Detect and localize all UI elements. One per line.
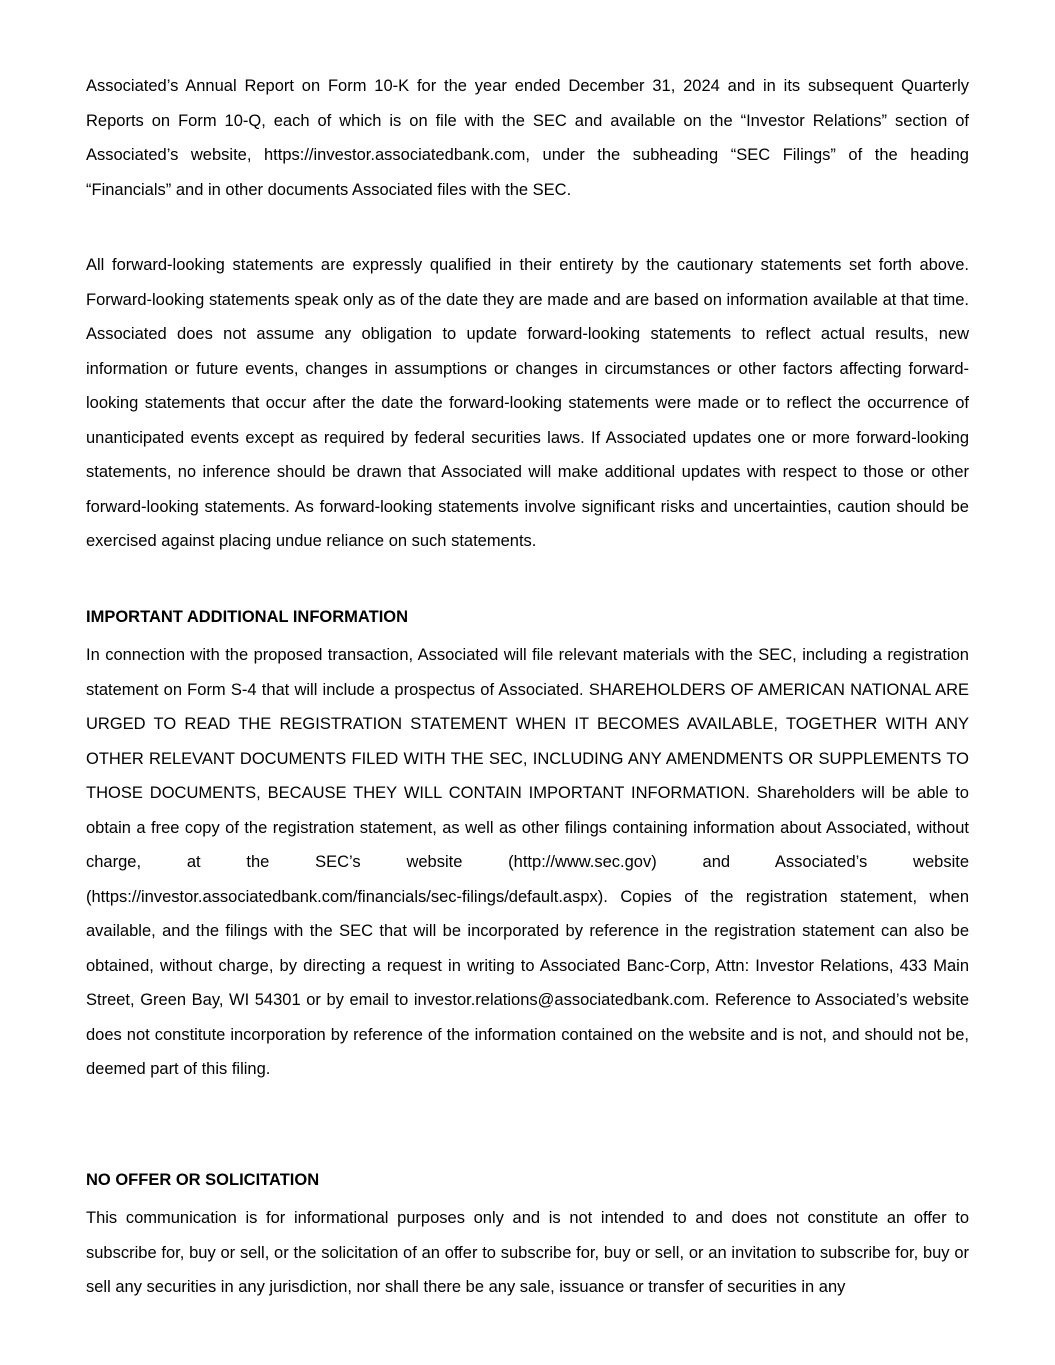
paragraph-risk-factors-tail: Associated’s Annual Report on Form 10-K for the year ended December 31, 2024 and in its subsequent Quarterly Reports on Form 10-Q, each of which is on file with the SEC and available on the “Investor Relations” section of Associated’s website, https://investor.associatedbank.com, under the subheading “SEC Filings” of the heading “Financials” and in other documents Associated files with the SEC.: [86, 77, 969, 199]
heading-important-additional-information: IMPORTANT ADDITIONAL INFORMATION: [86, 607, 409, 626]
paragraph-forward-looking-statements: All forward-looking statements are expressly qualified in their entirety by the cautionary statements set forth above. Forward-looking statements speak only as of the date they are made and are based on information available at that time. Associated does not assume any obligation to update forward-looking statements to reflect actual results, new information or future events, changes in assumptions or changes in circumstances or other factors affecting forward-looking statements that occur after the date the forward-looking statements were made or to reflect the occurrence of unanticipated events except as required by federal securities laws. If Associated updates one or more forward-looking statements, no inference should be drawn that Associated will make additional updates with respect to those or other forward-looking statements. As forward-looking statements involve significant risks and uncertainties, caution should be exercised against placing undue reliance on such statements.: [86, 256, 969, 550]
document-page: [86, 69, 969, 1305]
heading-no-offer-or-solicitation: NO OFFER OR SOLICITATION: [86, 1170, 320, 1189]
paragraph-important-additional-information: In connection with the proposed transaction, Associated will file relevant materials with the SEC, including a registration statement on Form S-4 that will include a prospectus of Associated. SHAREHOLDERS OF AMERICAN NATIONAL ARE URGED TO READ THE REGISTRATION STATEMENT WHEN IT BECOMES AVAILABLE, TOGETHER WITH ANY OTHER RELEVANT DOCUMENTS FILED WITH THE SEC, INCLUDING ANY AMENDMENTS OR SUPPLEMENTS TO THOSE DOCUMENTS, BECAUSE THEY WILL CONTAIN IMPORTANT INFORMATION. Shareholders will be able to obtain a free copy of the registration statement, as well as other filings containing information about Associated, without charge, at the SEC’s website (http://www.sec.gov) and Associated’s website (https://investor.associatedbank.com/financials/sec-filings/default.aspx). Copies of the registration statement, when available, and the filings with the SEC that will be incorporated by reference in the registration statement can also be obtained, without charge, by directing a request in writing to Associated Banc-Corp, Attn: Investor Relations, 433 Main Street, Green Bay, WI 54301 or by email to investor.relations@associatedbank.com. Reference to Associated’s website does not constitute incorporation by reference of the information contained on the website and is not, and should not be, deemed part of this filing.: [86, 646, 969, 1078]
paragraph-no-offer-or-solicitation: This communication is for informational purposes only and is not intended to and does not constitute an offer to subscribe for, buy or sell, or the solicitation of an offer to subscribe for, buy or sell, or an invitation to subscribe for, buy or sell any securities in any jurisdiction, nor shall there be any sale, issuance or transfer of securities in any: [86, 1209, 969, 1296]
